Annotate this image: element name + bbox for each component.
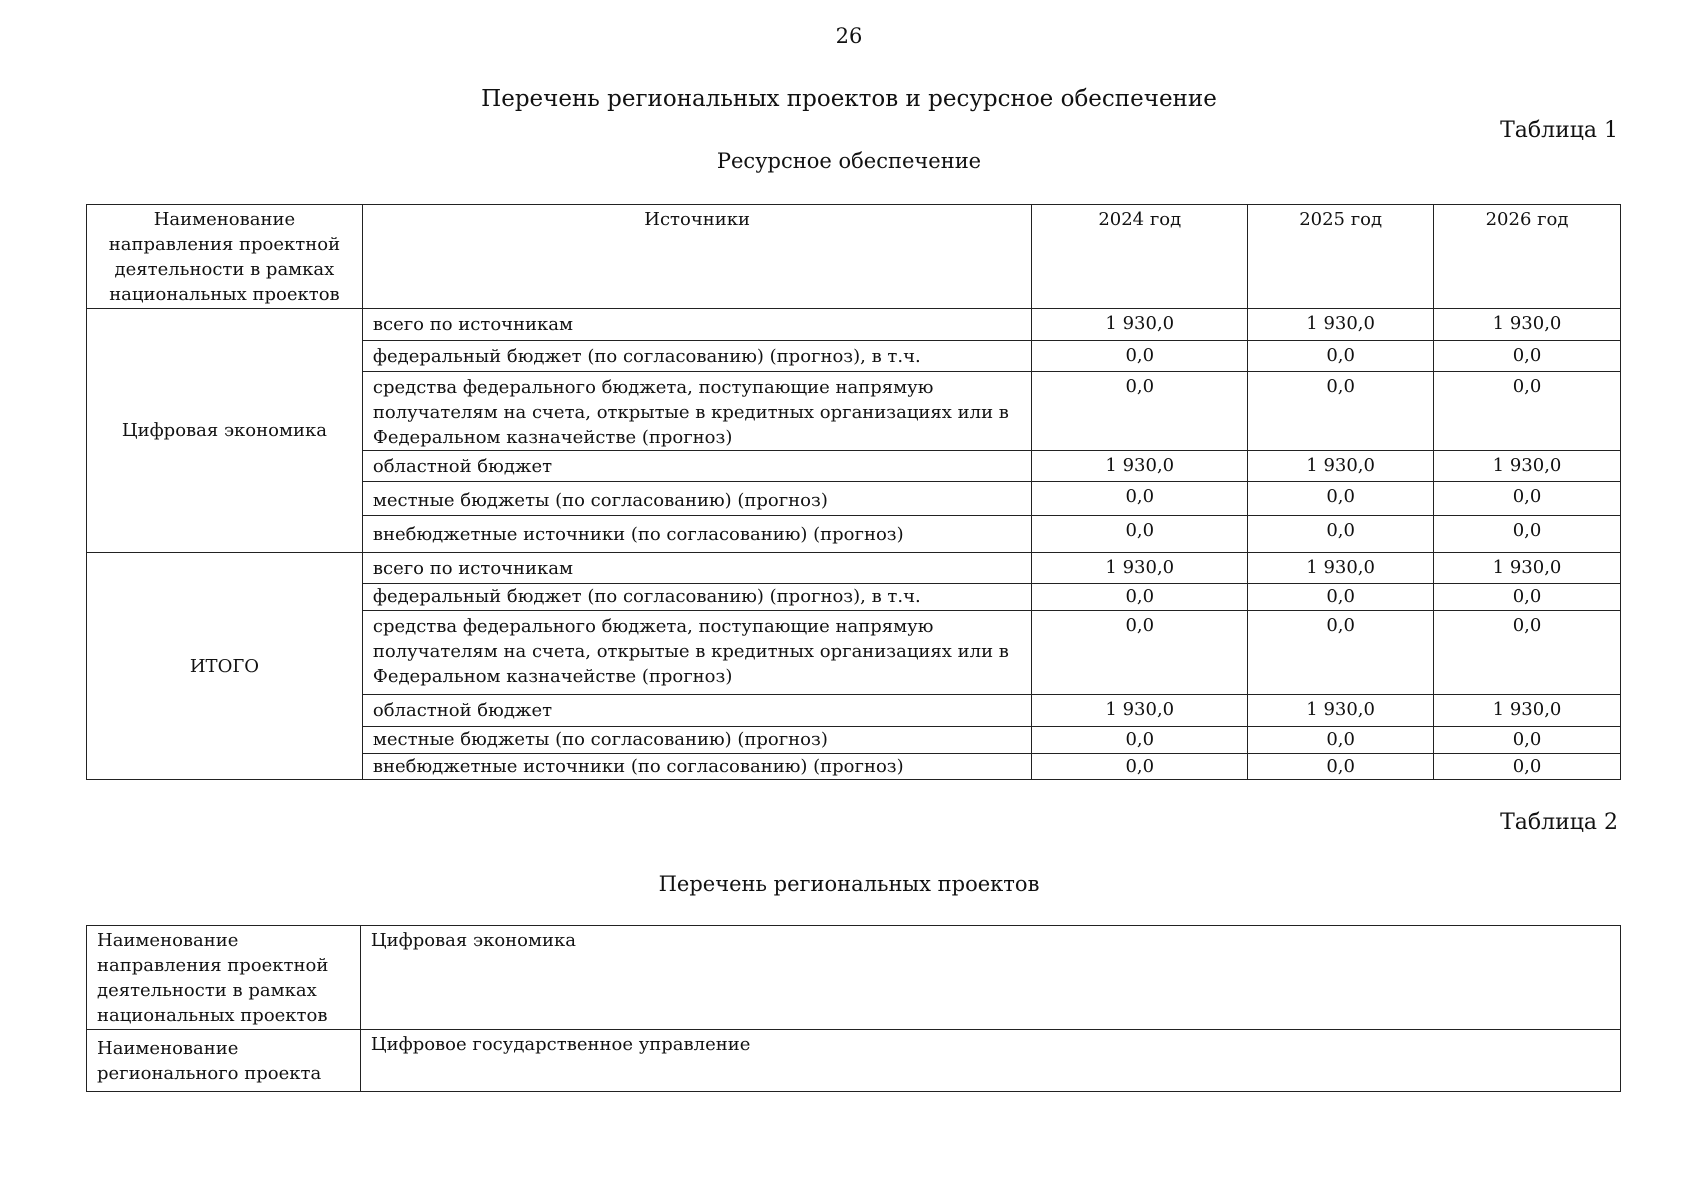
source-cell: местные бюджеты (по согласованию) (прогноз): [362, 482, 1031, 516]
value-2026: 0,0: [1434, 341, 1621, 372]
table2-subtitle: Перечень региональных проектов: [658, 872, 1040, 896]
value-2025: 0,0: [1248, 754, 1434, 780]
source-cell: областной бюджет: [362, 695, 1031, 727]
row-label: Наименование направления проектной деятельности в рамках национальных проектов: [87, 926, 361, 1030]
table2-label: Таблица 2: [1500, 810, 1618, 835]
value-2024: 0,0: [1032, 341, 1248, 372]
table-row: [87, 553, 1621, 584]
source-cell: внебюджетные источники (по согласованию) (прогноз): [362, 754, 1031, 780]
value-2026: 0,0: [1434, 516, 1621, 553]
value-2025: 0,0: [1248, 611, 1434, 695]
source-cell: федеральный бюджет (по согласованию) (прогноз), в т.ч.: [362, 341, 1031, 372]
value-2024: 0,0: [1032, 516, 1248, 553]
header-2026: 2026 год: [1434, 205, 1621, 309]
row-value: Цифровое государственное управление: [360, 1030, 1620, 1092]
value-2025: 0,0: [1248, 341, 1434, 372]
value-2025: 1 930,0: [1248, 553, 1434, 584]
header-2024: 2024 год: [1032, 205, 1248, 309]
value-2026: 0,0: [1434, 754, 1621, 780]
page-number: 26: [835, 24, 863, 48]
source-cell: местные бюджеты (по согласованию) (прогноз): [362, 727, 1031, 754]
value-2025: 0,0: [1248, 516, 1434, 553]
source-cell: внебюджетные источники (по согласованию) (прогноз): [362, 516, 1031, 553]
document-title: Перечень региональных проектов и ресурсное обеспечение: [481, 86, 1217, 112]
header-2025: 2025 год: [1248, 205, 1434, 309]
value-2024: 1 930,0: [1032, 451, 1248, 482]
value-2026: 1 930,0: [1434, 695, 1621, 727]
projects-table: [86, 925, 1621, 1092]
value-2025: 1 930,0: [1248, 451, 1434, 482]
value-2025: 0,0: [1248, 727, 1434, 754]
value-2026: 1 930,0: [1434, 309, 1621, 341]
table1-label: Таблица 1: [1500, 118, 1618, 143]
source-cell: средства федерального бюджета, поступающие напрямую получателям на счета, открытые в кредитных организациях или в Федеральном казначействе (прогноз): [362, 611, 1031, 695]
value-2026: 0,0: [1434, 611, 1621, 695]
table-row: [87, 309, 1621, 341]
value-2024: 1 930,0: [1032, 553, 1248, 584]
source-cell: областной бюджет: [362, 451, 1031, 482]
value-2026: 0,0: [1434, 482, 1621, 516]
value-2024: 1 930,0: [1032, 695, 1248, 727]
table-header-row: [87, 205, 1621, 309]
group-name-total: ИТОГО: [87, 553, 363, 780]
header-sources: Источники: [362, 205, 1031, 309]
table-row: [87, 926, 1621, 1030]
row-value: Цифровая экономика: [360, 926, 1620, 1030]
source-cell: федеральный бюджет (по согласованию) (прогноз), в т.ч.: [362, 584, 1031, 611]
value-2024: 1 930,0: [1032, 309, 1248, 341]
source-cell: средства федерального бюджета, поступающие напрямую получателям на счета, открытые в кредитных организациях или в Федеральном казначействе (прогноз): [362, 372, 1031, 451]
value-2024: 0,0: [1032, 727, 1248, 754]
value-2025: 1 930,0: [1248, 695, 1434, 727]
value-2024: 0,0: [1032, 372, 1248, 451]
header-direction: Наименование направления проектной деятельности в рамках национальных проектов: [87, 205, 363, 309]
value-2024: 0,0: [1032, 482, 1248, 516]
value-2026: 0,0: [1434, 584, 1621, 611]
resource-table: [86, 204, 1621, 780]
source-cell: всего по источникам: [362, 553, 1031, 584]
table1-subtitle: Ресурсное обеспечение: [716, 149, 982, 173]
value-2024: 0,0: [1032, 754, 1248, 780]
table-row: [87, 1030, 1621, 1092]
value-2025: 0,0: [1248, 482, 1434, 516]
value-2026: 1 930,0: [1434, 451, 1621, 482]
value-2024: 0,0: [1032, 584, 1248, 611]
row-label: Наименование регионального проекта: [87, 1030, 361, 1092]
value-2025: 0,0: [1248, 372, 1434, 451]
value-2026: 0,0: [1434, 727, 1621, 754]
value-2024: 0,0: [1032, 611, 1248, 695]
value-2026: 1 930,0: [1434, 553, 1621, 584]
value-2026: 0,0: [1434, 372, 1621, 451]
value-2025: 1 930,0: [1248, 309, 1434, 341]
value-2025: 0,0: [1248, 584, 1434, 611]
group-name-digital-economy: Цифровая экономика: [87, 309, 363, 553]
source-cell: всего по источникам: [362, 309, 1031, 341]
